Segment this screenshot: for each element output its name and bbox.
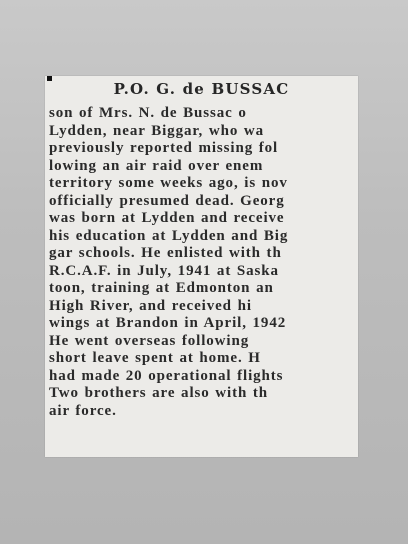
article-line: was born at Lydden and receive	[49, 210, 285, 226]
article-body	[49, 105, 358, 420]
article-line: Lydden, near Biggar, who wa	[49, 122, 265, 139]
article-line: territory some weeks ago, is nov	[49, 175, 288, 191]
article-line: toon, training at Edmonton an	[49, 280, 274, 296]
article-line: short leave spent at home. H	[49, 350, 261, 366]
article-line: his education at Lydden and Big	[49, 227, 289, 244]
article-line: previously reported missing fol	[49, 140, 279, 156]
article-line: Two brothers are also with th	[49, 385, 269, 401]
headline: P.O. G. de BUSSAC	[113, 80, 290, 98]
article-line: wings at Brandon in April, 1942	[49, 315, 287, 331]
article-line: R.C.A.F. in July, 1941 at Saska	[49, 262, 279, 279]
article-line: He went overseas following	[49, 332, 250, 349]
newspaper-clipping	[45, 76, 358, 457]
article-line: lowing an air raid over enem	[49, 157, 264, 174]
article-line: gar schools. He enlisted with th	[49, 245, 282, 261]
article-line: had made 20 operational flights	[49, 367, 284, 384]
article-line: son of Mrs. N. de Bussac o	[49, 105, 247, 121]
article-line: air force.	[49, 402, 117, 419]
article-line: officially presumed dead. Georg	[49, 192, 285, 209]
article-line: High River, and received hi	[49, 297, 252, 314]
